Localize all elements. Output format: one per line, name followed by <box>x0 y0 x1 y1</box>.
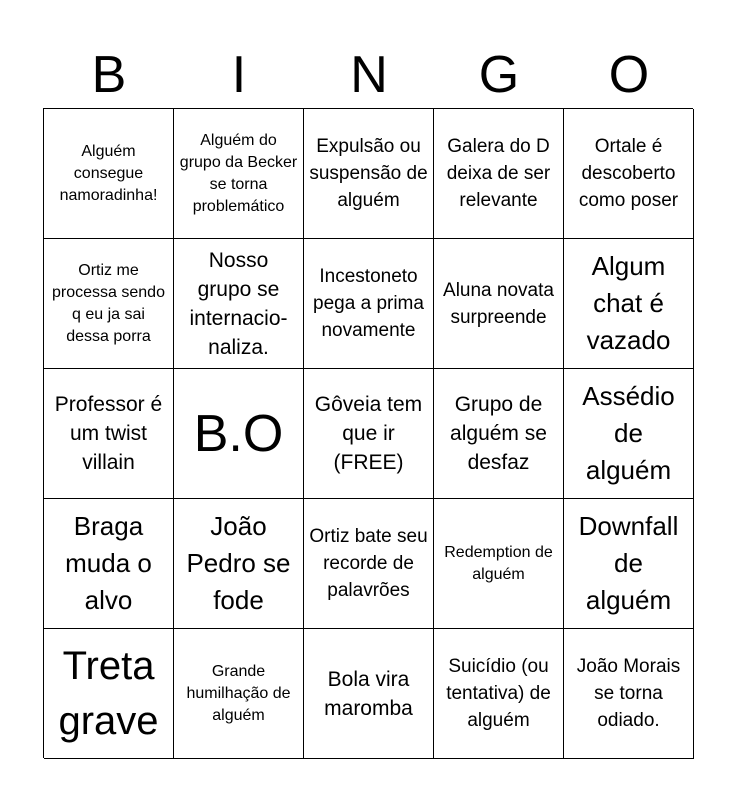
cell-text: Grande humilhação de alguém <box>186 662 291 724</box>
bingo-cell[interactable] <box>564 499 694 629</box>
bingo-cell[interactable] <box>304 369 434 499</box>
cell-text: Alguém consegue namoradinha! <box>59 142 158 204</box>
bingo-cell[interactable] <box>564 369 694 499</box>
cell-text: Expulsão ou suspensão de alguém <box>309 136 428 211</box>
bingo-header <box>44 40 694 110</box>
cell-text: Assédio de alguém <box>582 381 675 485</box>
cell-text: Galera do D deixa de ser relevante <box>446 136 551 211</box>
cell-text: João Morais se torna odiado. <box>576 656 681 731</box>
bingo-cell[interactable] <box>434 629 564 759</box>
header-letter-n: N <box>350 46 388 104</box>
bingo-cell[interactable] <box>304 629 434 759</box>
cell-text: Braga muda o alvo <box>65 511 152 615</box>
cell-text: Professor é um twist villain <box>54 393 163 474</box>
cell-text: Ortiz bate seu recorde de palavrões <box>309 526 428 601</box>
cell-text: Incestoneto pega a prima novamente <box>313 266 424 341</box>
bingo-cell[interactable] <box>174 239 304 369</box>
bingo-cell[interactable] <box>174 499 304 629</box>
bingo-cell[interactable] <box>304 239 434 369</box>
header-letter-o: O <box>608 46 650 104</box>
bingo-cell[interactable] <box>44 629 174 759</box>
bingo-cell[interactable] <box>564 239 694 369</box>
bingo-cell[interactable] <box>44 239 174 369</box>
cell-text: Algum chat é vazado <box>586 251 671 355</box>
bingo-cell[interactable] <box>564 109 694 239</box>
cell-text: Aluna novata surpreende <box>443 279 554 328</box>
cell-text: Gôveia tem que ir (FREE) <box>314 393 423 474</box>
bingo-cell[interactable] <box>434 499 564 629</box>
bingo-cell[interactable] <box>174 109 304 239</box>
header-letter-i: I <box>231 46 247 104</box>
header-letter-b: B <box>91 46 127 104</box>
cell-text: Downfall de alguém <box>578 511 679 615</box>
cell-text: Alguém do grupo da Becker se torna problemático <box>179 131 298 215</box>
bingo-cell[interactable] <box>304 109 434 239</box>
cell-text: Ortiz me processa sendo q eu ja sai dessa porra <box>52 261 165 345</box>
bingo-cell[interactable] <box>434 369 564 499</box>
cell-text: Ortale é descoberto como poser <box>578 136 679 211</box>
header-letter-g: G <box>478 46 520 104</box>
bingo-grid <box>43 108 693 758</box>
bingo-cell[interactable] <box>44 369 174 499</box>
bingo-cell[interactable] <box>434 109 564 239</box>
cell-text: Bola vira maromba <box>324 667 413 720</box>
cell-text: Grupo de alguém se desfaz <box>450 393 547 474</box>
bingo-cell[interactable] <box>44 499 174 629</box>
cell-text: João Pedro se fode <box>186 511 291 615</box>
bingo-cell[interactable] <box>44 109 174 239</box>
bingo-cell[interactable] <box>304 499 434 629</box>
cell-text: Treta grave <box>58 643 159 743</box>
cell-text: Suicídio (ou tentativa) de alguém <box>446 656 551 731</box>
bingo-cell[interactable] <box>434 239 564 369</box>
cell-text: B.O <box>193 404 284 463</box>
free-space-cell[interactable] <box>174 369 304 499</box>
cell-text: Redemption de alguém <box>444 543 553 583</box>
bingo-cell[interactable] <box>174 629 304 759</box>
bingo-cell[interactable] <box>564 629 694 759</box>
cell-text: Nosso grupo se internacio-naliza. <box>189 248 288 359</box>
